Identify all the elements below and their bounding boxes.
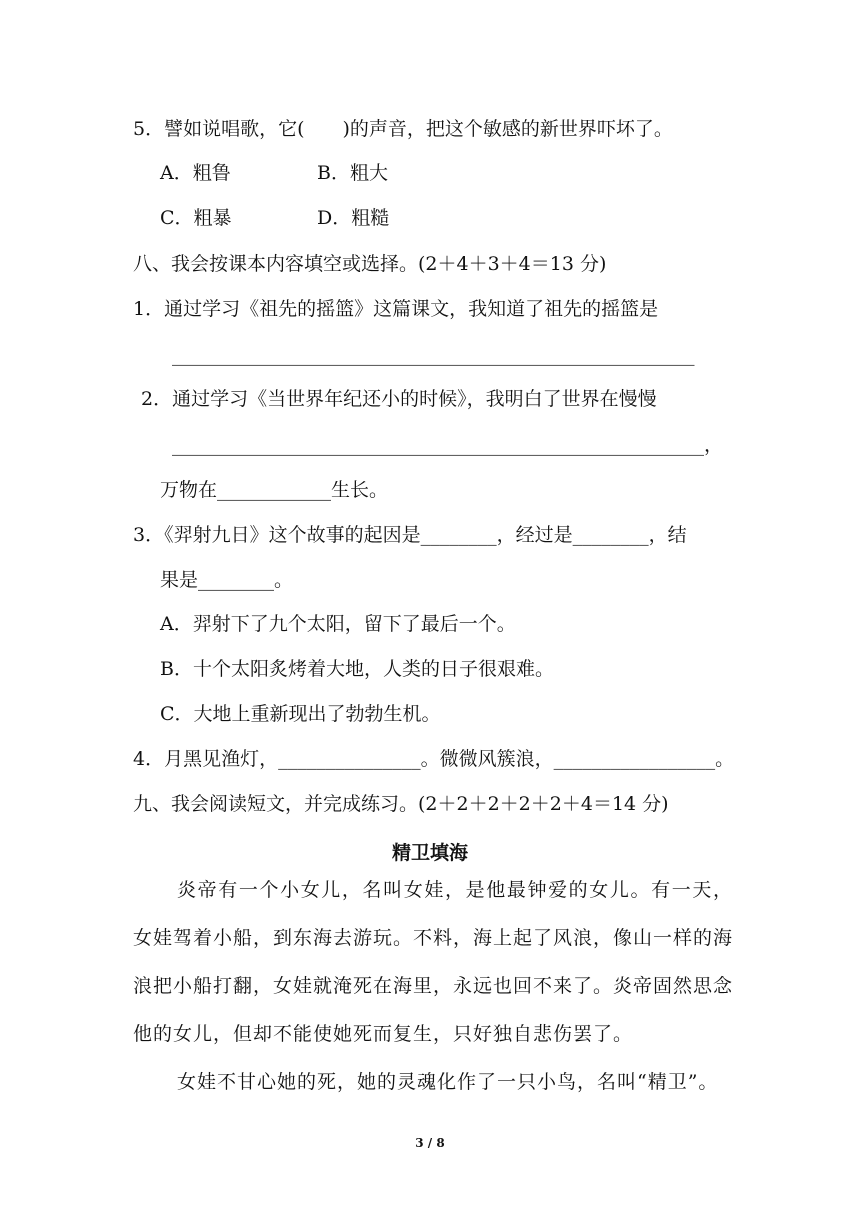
question-2: 2．通过学习《当世界年纪还小的时候》，我明白了世界在慢慢 [141, 388, 657, 410]
page-number: 3 / 8 [415, 1136, 445, 1150]
passage-paragraph-2: 女娃不甘心她的死，她的灵魂化作了一只小鸟，名叫“精卫”。 [177, 1071, 719, 1093]
section-8-heading: 八、我会按课本内容填空或选择。(2＋4＋3＋4＝13 分) [133, 253, 607, 275]
option-a: A．粗鲁 [160, 162, 231, 184]
question-3-line-2: 果是________。 [160, 569, 294, 591]
question-2-answer-blank: ________________________________________________________， [172, 434, 724, 456]
question-5-stem: 5．譬如说唱歌，它( )的声音，把这个敏感的新世界吓坏了。 [133, 118, 673, 140]
question-1-answer-blank: _______________________________________________________ [172, 344, 695, 366]
option-b: B．粗大 [317, 162, 388, 184]
question-4: 4．月黑见渔灯，_______________。微微风簇浪，_________________。 [133, 748, 735, 770]
passage-title: 精卫填海 [391, 842, 468, 864]
passage-paragraph-1: 炎帝有一个小女儿，名叫女娃，是他最钟爱的女儿。有一天，女娃驾着小船，到东海去游玩。不料，海上起了风浪，像山一样的海浪把小船打翻，女娃就淹死在海里，永远也回不来了。炎帝固然思念他的女儿，但却不能使她死而复生，只好独自悲伤罢了。 [133, 879, 734, 1045]
reading-passage [133, 866, 733, 1106]
option-d: D．粗糙 [317, 207, 390, 229]
question-3: 3．《羿射九日》这个故事的起因是________，经过是________，结 [133, 524, 687, 546]
question-3-option-a: A．羿射下了九个太阳，留下了最后一个。 [160, 613, 516, 635]
question-1: 1．通过学习《祖先的摇篮》这篇课文，我知道了祖先的摇篮是 [133, 298, 659, 320]
question-2-line-3: 万物在____________生长。 [160, 479, 389, 501]
question-3-option-b: B．十个太阳炙烤着大地，人类的日子很艰难。 [160, 658, 554, 680]
option-c: C．粗暴 [160, 207, 232, 229]
section-9-heading: 九、我会阅读短文，并完成练习。(2＋2＋2＋2＋2＋4＝14 分) [133, 793, 669, 815]
question-3-option-c: C．大地上重新现出了勃勃生机。 [160, 703, 441, 725]
